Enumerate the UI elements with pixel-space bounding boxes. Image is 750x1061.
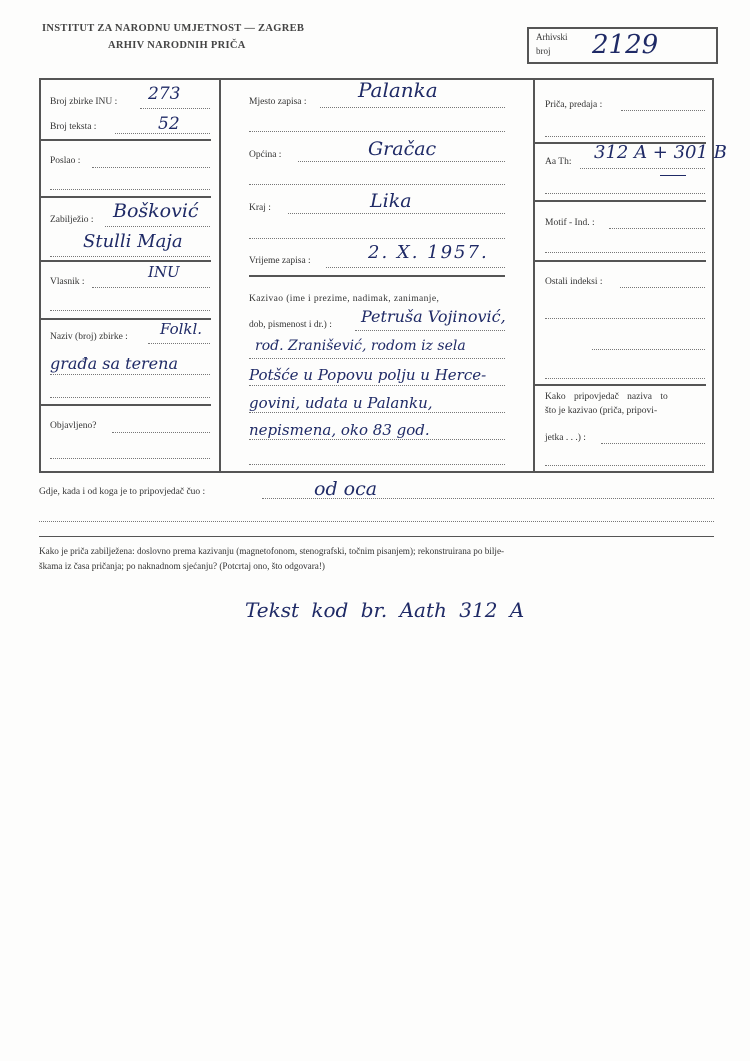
kazivao-line-2: rođ. Zranišević, rodom iz sela [255,338,466,354]
vlasnik-label: Vlasnik : [50,277,85,287]
naziv-line-3 [50,397,210,398]
left-divider-5 [41,404,211,406]
opcina-label: Općina : [249,150,282,160]
kazivao-dots-5 [249,439,505,440]
kako-label-1: Kako pripovjedač naziva to [545,392,668,402]
kazivao-dots-2 [249,358,505,359]
opcina-line-2 [249,184,505,185]
objavljeno-line-2 [50,458,210,459]
ostali-label: Ostali indeksi : [545,277,603,287]
kraj-line-2 [249,238,505,239]
aath-underline [660,175,686,176]
mjesto-label: Mjesto zapisa : [249,97,307,107]
zabiljezio-line-1 [105,226,210,227]
kako-label-2: što je kazivao (priča, pripovi- [545,406,658,416]
kako-zabiljezena-1: Kako je priča zabilježena: doslovno prema kazivanju (magnetofonom, stenografski, točnim pisanjem); rekonstruirana po bilje- [39,546,505,556]
left-divider-2 [41,196,211,198]
broj-zbirke-line [140,108,210,109]
kazivao-dots-6 [249,464,505,465]
broj-zbirke-label: Broj zbirke INU : [50,97,118,107]
kazivao-dots-3 [249,385,505,386]
kazivao-dots-1 [355,330,505,331]
zabiljezio-line-2 [50,256,210,257]
opcina-value: Gračac [368,138,437,160]
kraj-line [288,213,505,214]
broj-zbirke-value: 273 [148,84,181,104]
aath-line-2 [545,193,705,194]
aath-line [580,168,705,169]
archive-number-value: 2129 [592,30,659,60]
poslao-line-1 [92,167,210,168]
archive-number-label-2: broj [536,46,551,56]
kako-zabiljezena-2: škama iz časa pričanja; po naknadnom sjećanju? (Potcrtaj ono, što odgovara!) [39,561,325,571]
ostali-line-4 [545,378,705,379]
kazivao-line-1: Petruša Vojinović, [361,307,506,326]
ostali-line-1 [620,287,705,288]
gdje-line-2 [39,521,714,522]
motif-line [609,228,705,229]
left-divider-3 [41,260,211,262]
prica-line [621,110,705,111]
gdje-line-1 [262,498,714,499]
objavljeno-label: Objavljeno? [50,421,97,431]
zabiljezio-label: Zabilježio : [50,215,94,225]
naziv-value-2: građa sa terena [50,354,178,373]
right-divider-2 [535,200,706,202]
ostali-line-2 [545,318,705,319]
zabiljezio-value-1: Bošković [113,200,199,222]
section-divider [39,536,714,537]
motif-label: Motif - Ind. : [545,218,595,228]
archive-title: ARHIV NARODNIH PRIČA [108,40,246,51]
vrijeme-line [326,267,505,268]
prica-label: Priča, predaja : [545,100,603,110]
vlasnik-line-2 [50,310,210,311]
column-divider-left [219,78,221,473]
vrijeme-value: 2. X. 1957. [368,242,489,263]
vrijeme-label: Vrijeme zapisa : [249,256,311,266]
naziv-line-1 [148,343,210,344]
kraj-value: Lika [370,190,412,212]
naziv-line-2 [50,374,210,375]
institute-title: INSTITUT ZA NARODNU UMJETNOST — ZAGREB [42,23,305,34]
vlasnik-value: INU [148,263,180,281]
kako-line-2 [545,465,705,466]
kazivao-label-2: dob, pismenost i dr.) : [249,320,332,330]
objavljeno-line-1 [112,432,210,433]
naziv-label: Naziv (broj) zbirke : [50,332,128,342]
motif-line-2 [545,252,705,253]
aath-value: 312 A + 301 B [594,142,727,163]
mjesto-value: Palanka [358,78,438,102]
gdje-label: Gdje, kada i od koga je to pripovjedač čuo : [39,487,206,497]
prica-line-2 [545,136,705,137]
vlasnik-line-1 [92,287,210,288]
poslao-line-2 [50,189,210,190]
zabiljezio-value-2: Stulli Maja [83,231,183,252]
right-divider-3 [535,260,706,262]
kako-line-1 [601,443,705,444]
opcina-line [298,161,505,162]
kazivao-line-4: govini, udata u Palanku, [249,394,433,412]
ostali-line-3 [592,349,705,350]
kazivao-line-5: nepismena, oko 83 god. [249,421,430,439]
gdje-value: od oca [314,478,378,500]
broj-teksta-value: 52 [158,114,180,134]
left-divider-1 [41,139,211,141]
kazivao-dots-4 [249,412,505,413]
middle-divider [249,275,505,277]
handwritten-note: Tekst kod br. Aath 312 A [245,598,525,622]
mjesto-line-2 [249,131,505,132]
right-divider-4 [535,384,706,386]
naziv-value-1: Folkl. [160,320,203,338]
broj-teksta-label: Broj teksta : [50,122,97,132]
aath-label: Aa Th: [545,157,572,167]
archive-number-label-1: Arhivski [536,32,568,42]
kako-label-3: jetka . . .) : [545,433,586,443]
mjesto-line [320,107,505,108]
column-divider-right [533,78,535,473]
kazivao-label-1: Kazivao (ime i prezime, nadimak, zanimanje, [249,294,440,304]
kraj-label: Kraj : [249,203,271,213]
kazivao-line-3: Potšće u Popovu polju u Herce- [249,366,487,384]
poslao-label: Poslao : [50,156,81,166]
